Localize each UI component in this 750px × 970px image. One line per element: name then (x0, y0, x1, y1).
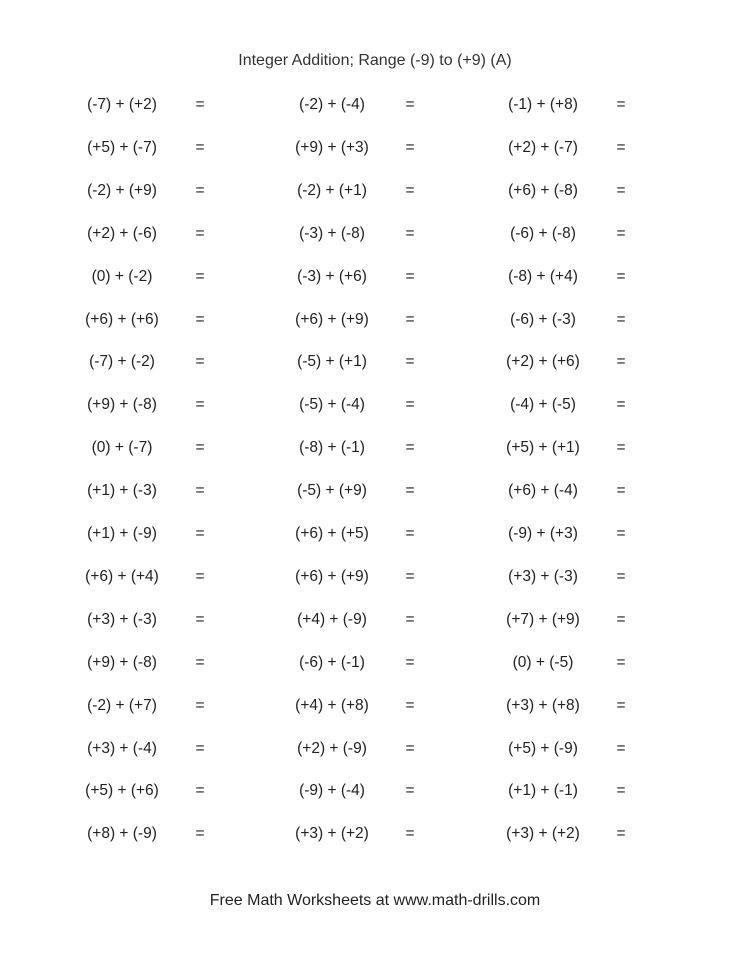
equals-sign: = (616, 567, 626, 585)
problem-expression: (+6) + (-4) (508, 482, 578, 500)
equals-sign: = (616, 782, 626, 800)
equals-sign: = (616, 224, 626, 242)
problem-expression: (-6) + (-8) (510, 224, 576, 242)
equals-sign: = (405, 610, 415, 628)
problem-expression: (+5) + (+1) (506, 439, 580, 457)
equals-sign: = (616, 310, 626, 328)
equals-sign: = (195, 696, 205, 714)
problem-expression: (0) + (-2) (91, 267, 153, 285)
equals-sign: = (405, 267, 415, 285)
problem-expression: (-7) + (-2) (89, 353, 155, 371)
problem-expression: (-3) + (+6) (297, 267, 367, 285)
problem-expression: (+3) + (+2) (506, 825, 580, 843)
equals-sign: = (195, 396, 205, 414)
problem-expression: (+3) + (-3) (87, 610, 157, 628)
problem-expression: (+9) + (-8) (87, 396, 157, 414)
problem-expression: (+8) + (-9) (87, 825, 157, 843)
problem-expression: (+5) + (+6) (85, 782, 159, 800)
worksheet-title: Integer Addition; Range (-9) to (+9) (A) (238, 52, 512, 69)
equals-sign: = (195, 825, 205, 843)
equals-sign: = (405, 138, 415, 156)
equals-sign: = (195, 224, 205, 242)
problem-expression: (-5) + (-4) (299, 396, 365, 414)
problem-expression: (+9) + (-8) (87, 653, 157, 671)
equals-sign: = (405, 653, 415, 671)
problem-expression: (-2) + (+7) (87, 696, 157, 714)
problem-expression: (-8) + (+4) (508, 267, 578, 285)
equals-sign: = (195, 739, 205, 757)
problem-expression: (-4) + (-5) (510, 396, 576, 414)
equals-sign: = (195, 567, 205, 585)
equals-sign: = (195, 267, 205, 285)
equals-sign: = (195, 181, 205, 199)
equals-sign: = (616, 525, 626, 542)
problem-expression: (+5) + (-7) (87, 138, 157, 156)
equals-sign: = (195, 525, 205, 542)
problem-expression: (+5) + (-9) (508, 739, 578, 757)
equals-sign: = (405, 224, 415, 242)
problem-expression: (+2) + (-7) (508, 138, 578, 156)
equals-sign: = (616, 825, 626, 843)
problem-expression: (+2) + (-9) (297, 739, 367, 757)
equals-sign: = (195, 482, 205, 500)
problem-expression: (-6) + (-1) (299, 653, 365, 671)
problem-expression: (-9) + (+3) (508, 525, 578, 542)
equals-sign: = (405, 482, 415, 500)
footer-link[interactable]: www.math-drills.com (393, 892, 541, 909)
problem-expression: (+1) + (-1) (508, 782, 578, 800)
equals-sign: = (616, 610, 626, 628)
equals-sign: = (405, 310, 415, 328)
equals-sign: = (616, 696, 626, 714)
problem-expression: (-1) + (+8) (508, 96, 578, 113)
problem-expression: (+6) + (+6) (85, 310, 159, 328)
equals-sign: = (405, 396, 415, 414)
footer (0, 892, 750, 910)
problem-expression: (-6) + (-3) (510, 310, 576, 328)
equals-sign: = (405, 353, 415, 371)
problem-expression: (+6) + (+9) (295, 310, 369, 328)
problem-expression: (+6) + (+9) (295, 567, 369, 585)
problem-expression: (+3) + (-4) (87, 739, 157, 757)
equals-sign: = (405, 567, 415, 585)
equals-sign: = (195, 782, 205, 800)
equals-sign: = (616, 739, 626, 757)
problem-expression: (-5) + (+9) (297, 482, 367, 500)
problem-expression: (+6) + (+4) (85, 567, 159, 585)
problem-expression: (-2) + (+9) (87, 181, 157, 199)
equals-sign: = (405, 696, 415, 714)
problem-expression: (-2) + (+1) (297, 181, 367, 199)
equals-sign: = (616, 482, 626, 500)
equals-sign: = (616, 653, 626, 671)
problem-expression: (+7) + (+9) (506, 610, 580, 628)
equals-sign: = (616, 396, 626, 414)
equals-sign: = (616, 353, 626, 371)
equals-sign: = (195, 310, 205, 328)
problem-expression: (+4) + (+8) (295, 696, 369, 714)
problem-expression: (+9) + (+3) (295, 138, 369, 156)
equals-sign: = (616, 96, 626, 113)
equals-sign: = (405, 96, 415, 113)
equals-sign: = (405, 525, 415, 542)
problem-expression: (+1) + (-3) (87, 482, 157, 500)
equals-sign: = (195, 439, 205, 457)
problem-expression: (+1) + (-9) (87, 525, 157, 542)
equals-sign: = (405, 181, 415, 199)
problem-expression: (0) + (-7) (91, 439, 153, 457)
problem-expression: (+3) + (+8) (506, 696, 580, 714)
problem-expression: (-9) + (-4) (299, 782, 365, 800)
footer-text: Free Math Worksheets at (209, 892, 394, 909)
problem-expression: (+2) + (+6) (506, 353, 580, 371)
problem-expression: (+3) + (-3) (508, 567, 578, 585)
problem-expression: (-2) + (-4) (299, 96, 365, 113)
equals-sign: = (616, 181, 626, 199)
equals-sign: = (616, 267, 626, 285)
equals-sign: = (405, 825, 415, 843)
problem-expression: (-5) + (+1) (297, 353, 367, 371)
problem-expression: (-8) + (-1) (299, 439, 365, 457)
equals-sign: = (616, 138, 626, 156)
problem-expression: (0) + (-5) (512, 653, 574, 671)
equals-sign: = (405, 739, 415, 757)
equals-sign: = (195, 96, 205, 113)
problem-expression: (+6) + (+5) (295, 525, 369, 542)
equals-sign: = (195, 653, 205, 671)
problem-expression: (-3) + (-8) (299, 224, 365, 242)
equals-sign: = (195, 353, 205, 371)
equals-sign: = (405, 439, 415, 457)
problem-expression: (-7) + (+2) (87, 96, 157, 113)
equals-sign: = (616, 439, 626, 457)
equals-sign: = (195, 610, 205, 628)
problem-expression: (+6) + (-8) (508, 181, 578, 199)
problem-expression: (+2) + (-6) (87, 224, 157, 242)
equals-sign: = (195, 138, 205, 156)
problem-expression: (+3) + (+2) (295, 825, 369, 843)
problem-expression: (+4) + (-9) (297, 610, 367, 628)
equals-sign: = (405, 782, 415, 800)
